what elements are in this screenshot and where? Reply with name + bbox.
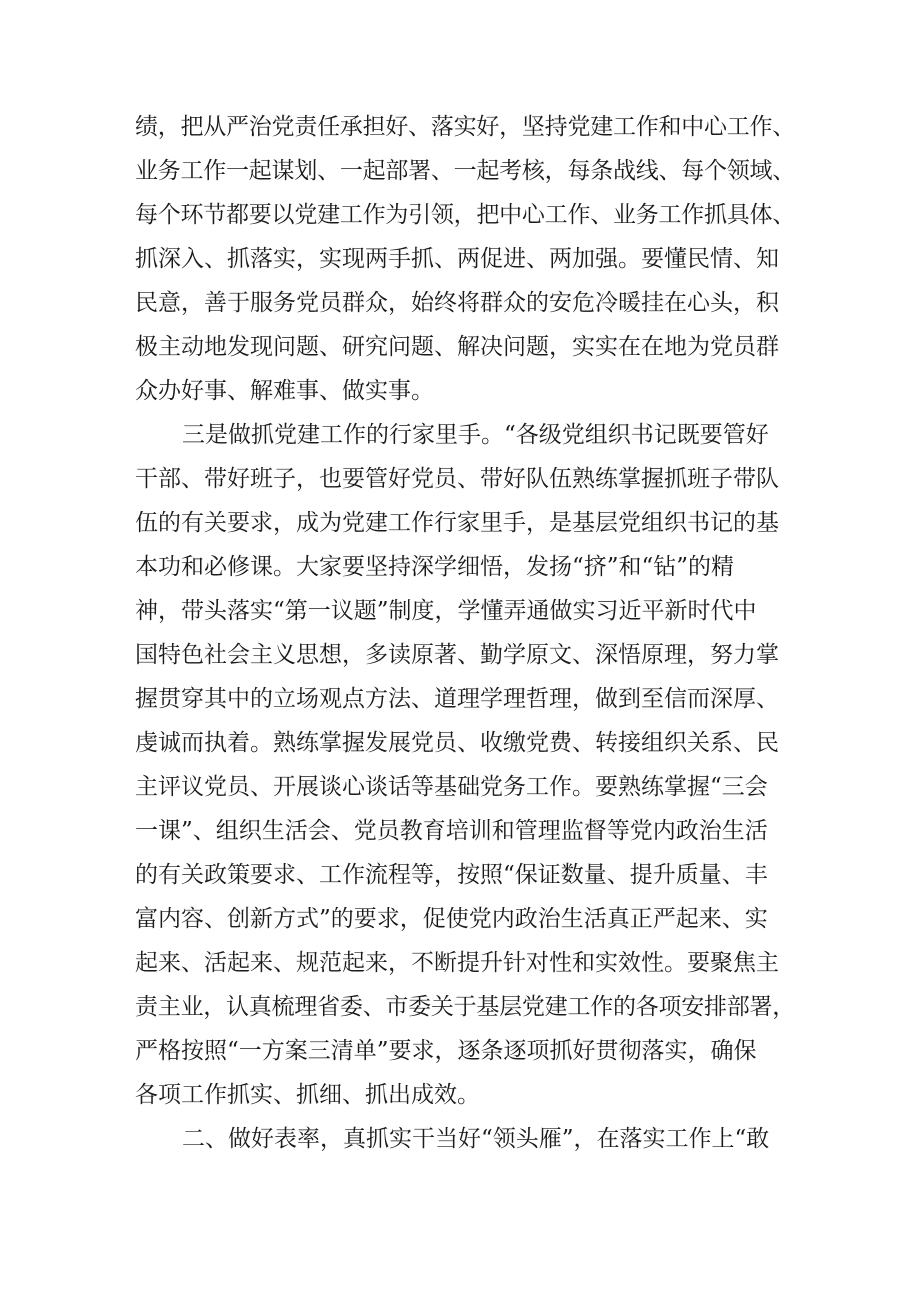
text-line: 极主动地发现问题、研究问题、解决问题，实实在在地为党员群 bbox=[135, 334, 779, 360]
text-line: 富内容、创新方式”的要求，促使党内政治生活真正严起来、实 bbox=[135, 906, 768, 932]
text-line: 一课”、组织生活会、党员教育培训和管理监督等党内政治生活 bbox=[135, 818, 768, 844]
paragraph-start-line: 三是做抓党建工作的行家里手。“各级党组织书记既要管好 bbox=[182, 422, 769, 448]
text-line: 业务工作一起谋划、一起部署、一起考核，每条战线、每个领域、 bbox=[135, 158, 796, 184]
text-line: 的有关政策要求、工作流程等，按照“保证数量、提升质量、丰 bbox=[135, 862, 768, 888]
text-line: 神，带头落实“第一议题”制度，学懂弄通做实习近平新时代中 bbox=[135, 598, 757, 624]
text-line: 干部、带好班子，也要管好党员、带好队伍熟练掌握抓班子带队 bbox=[135, 466, 779, 492]
text-line: 握贯穿其中的立场观点方法、道理学理哲理，做到至信而深厚、 bbox=[135, 686, 779, 712]
text-line: 众办好事、解难事、做实事。 bbox=[135, 378, 434, 404]
text-line: 抓深入、抓落实，实现两手抓、两促进、两加强。要懂民情、知 bbox=[135, 246, 779, 272]
text-line: 主评议党员、开展谈心谈话等基础党务工作。要熟练掌握“三会 bbox=[135, 774, 768, 800]
text-line: 严格按照“一方案三清单”要求，逐条逐项抓好贯彻落实，确保 bbox=[135, 1038, 757, 1064]
text-line: 国特色社会主义思想，多读原著、勤学原文、深悟原理，努力掌 bbox=[135, 642, 779, 668]
text-line: 伍的有关要求，成为党建工作行家里手，是基层党组织书记的基 bbox=[135, 510, 779, 536]
section-heading-line: 二、做好表率，真抓实干当好“领头雁”，在落实工作上“敢 bbox=[182, 1126, 770, 1152]
text-line: 虔诚而执着。熟练掌握发展党员、收缴党费、转接组织关系、民 bbox=[135, 730, 779, 756]
text-line: 本功和必修课。大家要坚持深学细悟，发扬“挤”和“钻”的精 bbox=[135, 554, 735, 580]
text-line: 各项工作抓实、抓细、抓出成效。 bbox=[135, 1082, 480, 1108]
text-line: 责主业，认真梳理省委、市委关于基层党建工作的各项安排部署， bbox=[135, 994, 796, 1020]
text-line: 起来、活起来、规范起来，不断提升针对性和实效性。要聚焦主 bbox=[135, 950, 779, 976]
text-line: 民意，善于服务党员群众，始终将群众的安危冷暖挂在心头，积 bbox=[135, 290, 779, 316]
text-line: 绩，把从严治党责任承担好、落实好，坚持党建工作和中心工作、 bbox=[135, 114, 796, 140]
text-line: 每个环节都要以党建工作为引领，把中心工作、业务工作抓具体、 bbox=[135, 202, 796, 228]
